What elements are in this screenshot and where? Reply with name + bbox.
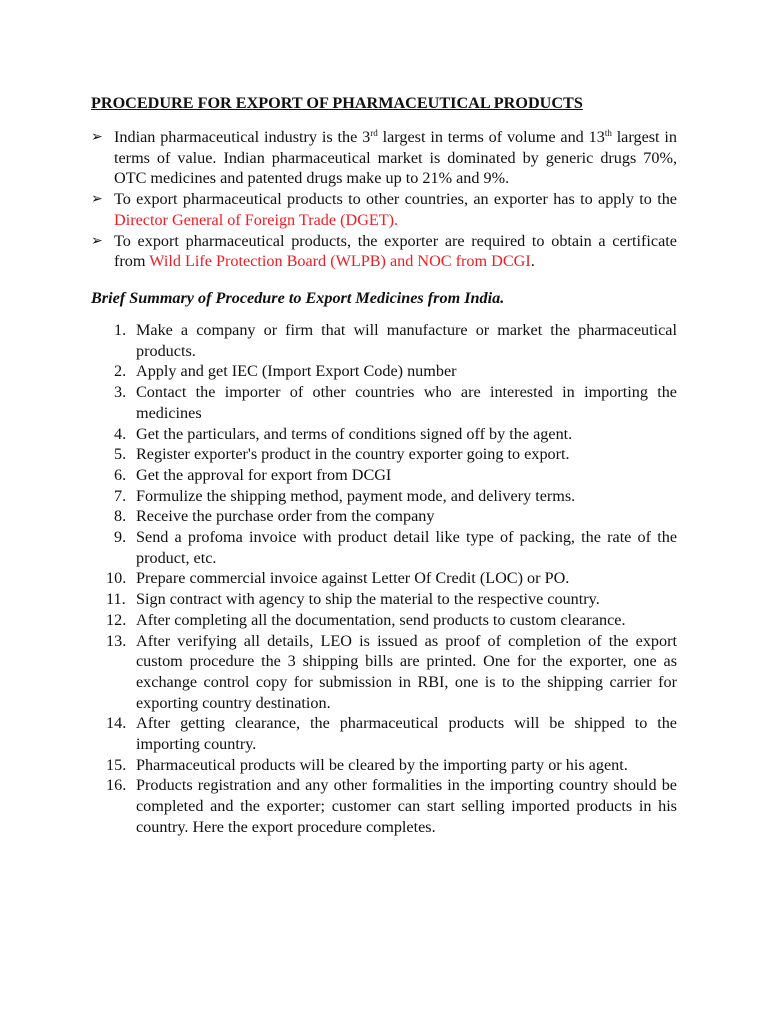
arrow-bullet-icon: ➢ (91, 129, 103, 145)
step-item (91, 589, 677, 610)
step-number: 15. (106, 755, 127, 774)
step-text: Products registration and any other formalities in the importing country should be completed and the exporter; customer can start selling imported products in his country. Here the export procedure completes. (136, 776, 677, 836)
step-item (91, 527, 677, 568)
step-number: 14. (106, 714, 127, 733)
step-number: 4. (114, 424, 127, 443)
step-item (91, 320, 677, 361)
step-number: 2. (114, 362, 127, 381)
step-number: 12. (106, 610, 127, 629)
step-number: 6. (114, 465, 127, 484)
step-item (91, 775, 677, 837)
step-item (91, 610, 677, 631)
step-item (91, 382, 677, 423)
step-item (91, 444, 677, 465)
step-item (91, 465, 677, 486)
step-text: Make a company or firm that will manufacture or market the pharmaceutical products. (136, 321, 677, 360)
step-text: Register exporter's product in the country exporter going to export. (136, 445, 570, 464)
numbered-steps-list (91, 320, 677, 838)
step-item (91, 713, 677, 754)
superscript: rd (370, 128, 378, 138)
step-text: Get the approval for export from DCGI (136, 465, 392, 484)
step-item (91, 631, 677, 714)
step-number: 5. (114, 445, 127, 464)
step-text: Send a profoma invoice with product detail like type of packing, the rate of the product, etc. (136, 528, 677, 567)
summary-heading: Brief Summary of Procedure to Export Medicines from India. (91, 289, 505, 307)
bullet-list (91, 127, 677, 272)
step-number: 9. (114, 528, 127, 547)
step-number: 7. (114, 486, 127, 505)
step-text: After getting clearance, the pharmaceutical products will be shipped to the importing country. (136, 714, 677, 754)
document-title: PROCEDURE FOR EXPORT OF PHARMACEUTICAL PRODUCTS (91, 94, 583, 112)
bullet-item (91, 189, 677, 230)
step-number: 11. (106, 590, 126, 609)
step-item (91, 506, 677, 527)
step-item (91, 755, 677, 776)
bullet-text: . (530, 252, 535, 271)
step-item (91, 568, 677, 589)
bullet-item (91, 127, 677, 189)
step-text: Formulize the shipping method, payment mode, and delivery terms. (136, 486, 576, 505)
bullet-text: To export pharmaceutical products, the exporter are required to obtain a certificate from (114, 231, 677, 271)
step-number: 10. (106, 569, 127, 588)
superscript: th (604, 128, 612, 138)
step-number: 1. (114, 321, 127, 339)
highlighted-text: Wild Life Protection Board (WLPB) and NOC from DCGI (149, 252, 531, 271)
step-text: After completing all the documentation, send products to custom clearance. (136, 610, 626, 629)
bullet-text: To export pharmaceutical products to other countries, an exporter has to apply to the (114, 190, 677, 209)
bullet-text: largest in terms of volume and 13 (377, 128, 605, 146)
highlighted-text: Director General of Foreign Trade (DGET). (114, 210, 399, 229)
bullet-item (91, 231, 677, 272)
step-number: 13. (106, 631, 127, 650)
step-text: Contact the importer of other countries who are interested in importing the medicines (136, 383, 677, 422)
step-text: Receive the purchase order from the company (136, 507, 435, 526)
bullet-text: Indian pharmaceutical industry is the 3 (114, 128, 371, 146)
step-text: Pharmaceutical products will be cleared by the importing party or his agent. (136, 755, 628, 774)
step-item (91, 361, 677, 382)
arrow-bullet-icon: ➢ (91, 191, 103, 208)
step-number: 3. (114, 383, 127, 402)
step-text: Sign contract with agency to ship the material to the respective country. (136, 590, 600, 609)
step-text: Apply and get IEC (Import Export Code) number (136, 362, 457, 381)
step-text: Prepare commercial invoice against Letter Of Credit (LOC) or PO. (136, 569, 570, 588)
step-text: Get the particulars, and terms of conditions signed off by the agent. (136, 424, 573, 443)
arrow-bullet-icon: ➢ (91, 232, 103, 249)
step-item (91, 424, 677, 445)
step-number: 16. (106, 776, 127, 795)
step-number: 8. (114, 507, 127, 526)
step-text: After verifying all details, LEO is issued as proof of completion of the export custom procedure the 3 shipping bills are printed. One for the exporter, one as exchange control copy for submission in RBI, one is to the shipping carrier for exporting country destination. (136, 631, 677, 712)
bullet-text: largest in terms of value. Indian pharmaceutical market is dominated by generic drugs 70%, OTC medicines and patented drugs make up to 21% and 9%. (114, 128, 677, 188)
step-item (91, 486, 677, 507)
